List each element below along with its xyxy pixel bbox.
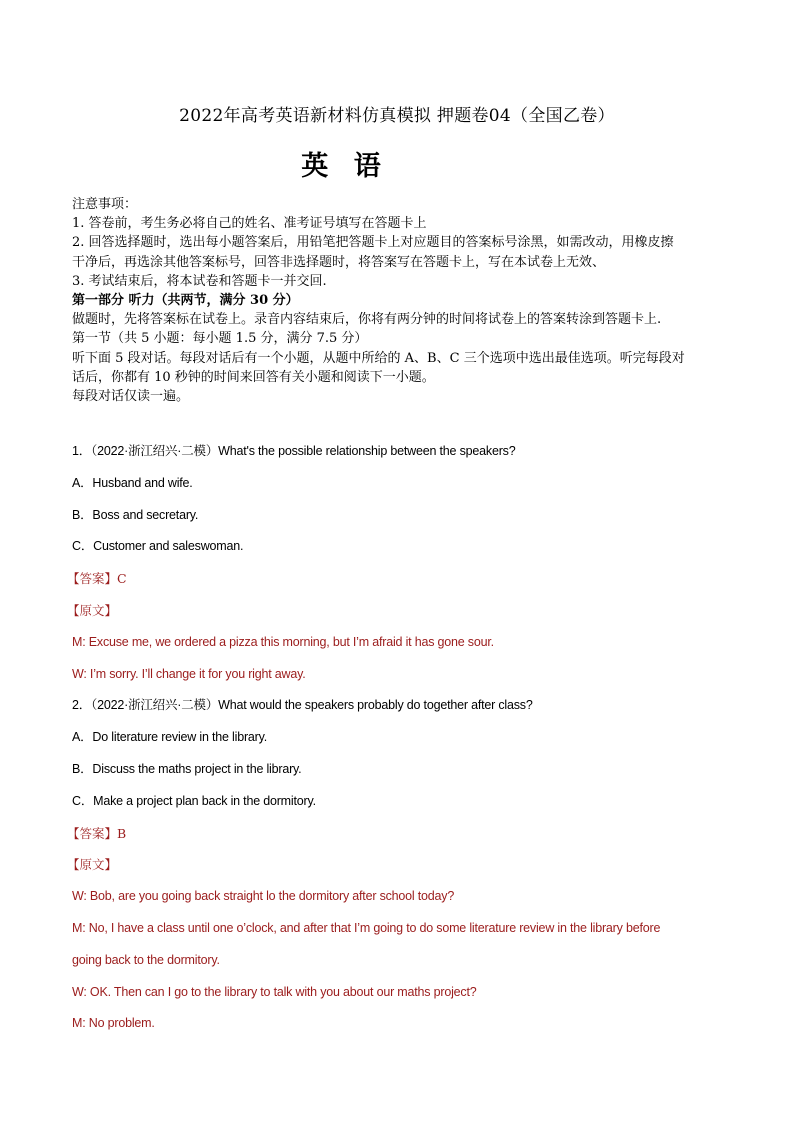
section-directions: 话后，你都有 10 秒钟的时间来回答有关小题和阅读下一小题。 — [72, 369, 435, 385]
section-heading: 第一节（共 5 小题：每小题 1.5 分，满分 7.5 分） — [72, 331, 368, 347]
script-line: W: Bob, are you going back straight lo the dormitory after school today? — [72, 889, 455, 904]
part-heading: 第一部分 听力（共两节，满分 30 分） — [72, 293, 299, 309]
option-c: C．Make a project plan back in the dormitory. — [72, 793, 316, 808]
question-stem: 1．（2022·浙江绍兴·二模）What's the possible relationship between the speakers? — [72, 444, 516, 458]
exam-title: 2022年高考英语新材料仿真模拟 押题卷04（全国乙卷） — [179, 106, 615, 126]
option-c: C．Customer and saleswoman. — [72, 539, 244, 554]
script-label: 【原文】 — [67, 857, 118, 873]
script-line: M: No, I have a class until one o’clock, and after that I’m going to do some literature review in the library before — [72, 920, 661, 935]
question-list — [67, 436, 732, 1040]
question-stem: 2．（2022·浙江绍兴·二模）What would the speakers probably do together after class? — [72, 698, 533, 713]
section-directions: 每段对话仅读一遍。 — [72, 389, 190, 405]
notice-item: 干净后，再选涂其他答案标号，回答非选择题时，将答案写在答题卡上，写在本试卷上无效、 — [72, 254, 606, 270]
part-instruction: 做题时，先将答案标在试卷上。录音内容结束后，你将有两分钟的时间将试卷上的答案转涂到答题卡上. — [72, 312, 662, 328]
script-line: M: Excuse me, we ordered a pizza this morning, but I’m afraid it has gone sour. — [72, 634, 494, 649]
notice-heading: 注意事项： — [72, 197, 138, 212]
notice-item: 2. 回答选择题时，选出每小题答案后，用铅笔把答题卡上对应题目的答案标号涂黑，如需改动，用橡皮擦 — [72, 235, 674, 251]
script-line: going back to the dormitory. — [72, 952, 220, 967]
notice-section — [72, 195, 727, 406]
subject-title: 英 语 — [301, 151, 389, 182]
notice-item: 3. 考试结束后，将本试卷和答题卡一并交回. — [72, 273, 327, 289]
script-line: W: I’m sorry. I’ll change it for you right away. — [72, 666, 306, 681]
option-b: B．Discuss the maths project in the library. — [72, 761, 302, 776]
option-a: A．Husband and wife. — [72, 475, 193, 490]
script-line: W: OK. Then can I go to the library to talk with you about our maths project? — [72, 984, 477, 999]
section-directions: 听下面 5 段对话。每段对话后有一个小题，从题中所给的 A、B、C 三个选项中选出最佳选项。听完每段对 — [72, 350, 685, 366]
option-b: B．Boss and secretary. — [72, 507, 199, 522]
script-label: 【原文】 — [67, 602, 118, 618]
script-line: M: No problem. — [72, 1016, 155, 1031]
answer-label: 【答案】C — [67, 571, 127, 587]
notice-item: 1. 答卷前，考生务必将自己的姓名、准考证号填写在答题卡上 — [72, 216, 427, 232]
option-a: A．Do literature review in the library. — [72, 730, 268, 745]
answer-label: 【答案】B — [67, 825, 127, 841]
